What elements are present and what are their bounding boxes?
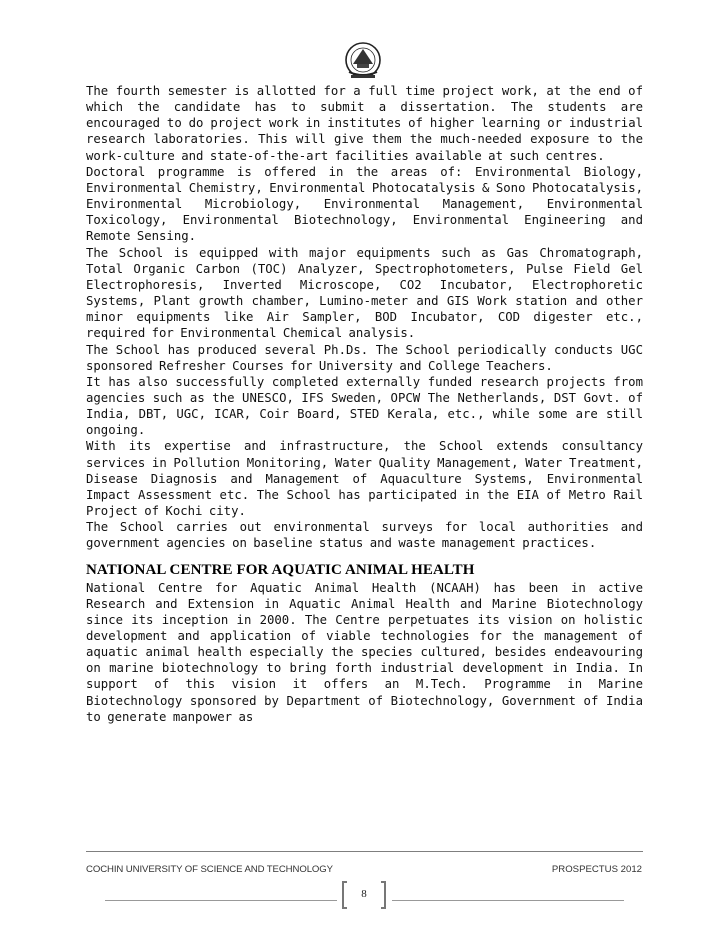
footer-prospectus: PROSPECTUS 2012 xyxy=(551,864,642,875)
footer-divider xyxy=(86,851,643,852)
page-number-rule-right xyxy=(392,900,624,901)
page-number-frame xyxy=(339,880,389,910)
document-body xyxy=(86,83,643,725)
paragraph-equipment: The School is equipped with major equipments such as Gas Chromatograph, Total Organic Carbon (TOC) Analyzer, Spectrophotometers, Pulse Field Gel Electrophoresis, Inverted Microscope, CO2 Incubator, Electrophoretic Systems, Plant growth chamber, Lumino-meter and GIS Work station and other minor equipments like Air Sampler, BOD Incubator, COD digester etc., required for Environmental Chemical analysis. xyxy=(86,245,643,341)
paragraph-consultancy: With its expertise and infrastructure, the School extends consultancy services in Pollution Monitoring, Water Quality Management, Water Treatment, Disease Diagnosis and Management of Aquaculture Systems, Environmental Impact Assessment etc. The School has participated in the EIA of Metro Rail Project of Kochi city. xyxy=(86,439,643,519)
section-heading: NATIONAL CENTRE FOR AQUATIC ANIMAL HEALTH xyxy=(86,561,475,578)
paragraph-project-work: The fourth semester is allotted for a full time project work, at the end of which the candidate has to submit a dissertation. The students are encouraged to do project work in institutes of higher learning or industrial research laboratories. This will give them the much-needed exposure to the work-culture and state-of-the-art facilities available at such centres. xyxy=(86,84,643,163)
paragraph-surveys: The School carries out environmental surveys for local authorities and government agencies on baseline status and waste management practices. xyxy=(86,520,643,551)
university-emblem-icon xyxy=(341,40,385,84)
paragraph-doctoral-programme: Doctoral programme is offered in the areas of: Environmental Biology, Environmental Chemistry, Environmental Photocatalysis & Sono Photocatalysis, Environmental Microbiology, Environmental Management, Environmental Toxicology, Environmental Biotechnology, Environmental Engineering and Remote Sensing. xyxy=(86,164,643,244)
paragraph-phds: The School has produced several Ph.Ds. The School periodically conducts UGC sponsored Refresher Courses for University and College Teachers. xyxy=(86,342,643,373)
page-number-rule-left xyxy=(105,900,337,901)
paragraph-funded-projects: It has also successfully completed externally funded research projects from agencies such as the UNESCO, IFS Sweden, OPCW The Netherlands, DST Govt. of India, DBT, UGC, ICAR, Coir Board, STED Kerala, etc., while some are still ongoing. xyxy=(86,374,643,438)
page-number: 8 xyxy=(361,888,367,900)
footer-university-name: COCHIN UNIVERSITY OF SCIENCE AND TECHNOLOGY xyxy=(86,864,333,875)
section-body: National Centre for Aquatic Animal Health (NCAAH) has been in active Research and Extension in Aquatic Animal Health and Marine Biotechnology since its inception in 2000. The Centre perpetuates its vision on holistic development and application of viable technologies for the management of aquatic animal health especially the species cultured, besides endeavouring on marine biotechnology to bring forth industrial development in India. In support of this vision it offers an M.Tech. Programme in Marine Biotechnology sponsored by Department of Biotechnology, Government of India to generate manpower as xyxy=(86,580,643,724)
